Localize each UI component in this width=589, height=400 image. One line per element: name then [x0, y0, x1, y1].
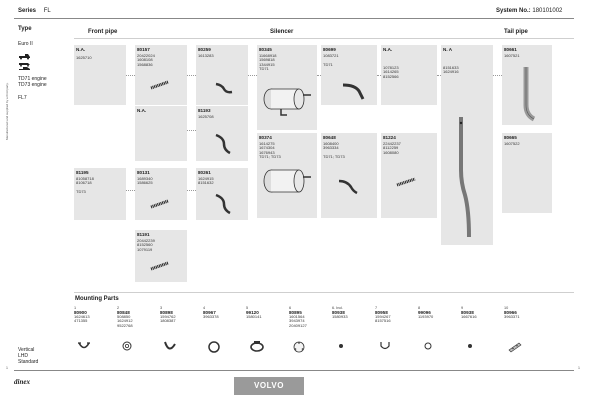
column-header-rule [74, 38, 574, 39]
mounting-item[interactable]: 6 80895 1601564 3943974 20409127 [289, 306, 329, 364]
cell-na-front[interactable]: N.A. 1625710 [74, 45, 126, 105]
right-mark: 1 [578, 366, 580, 370]
mounting-item[interactable]: 4 80967 3963378 [203, 306, 243, 364]
connector [187, 130, 196, 131]
cell-81195[interactable]: 81195 81058718 8106718 TD73 [74, 168, 126, 220]
clamp-icon [77, 340, 91, 352]
cell-na-silencer[interactable]: N.A. 1078123 1614265 8152566 [381, 45, 437, 105]
series-value: FL [43, 8, 51, 14]
cell-80259[interactable]: 80259 1613283 [196, 45, 248, 105]
model: FL7 [18, 95, 27, 101]
dinex-logo: dinex [14, 378, 30, 386]
bent-pipe-icon [214, 81, 234, 95]
mounting-item[interactable]: 8 99096 1193970 [418, 306, 458, 364]
elbow-pipe-icon [337, 177, 363, 195]
vertical-note: Manufactured and supplied by a third party. [5, 82, 9, 140]
config-notes: Vertical LHD Standard [18, 347, 39, 365]
cell-81193[interactable]: 81193 1625708 [196, 106, 248, 161]
type-label: Type [18, 26, 32, 32]
connector [493, 75, 502, 76]
system-number: System No.: 180101002 [496, 8, 563, 14]
mounting-item[interactable]: 9 80938 1667616 [461, 306, 501, 364]
hose-clamp-icon [249, 340, 265, 352]
cell-na-row2[interactable]: N.A. [135, 106, 187, 161]
header-rule [14, 18, 574, 19]
connector [126, 75, 135, 76]
mounting-item[interactable]: 10 80966 3963371 [504, 306, 544, 364]
cell-na-tail[interactable]: N. A 8151633 1624916 [441, 45, 493, 245]
connector [187, 75, 196, 76]
truck-icons [18, 52, 32, 77]
bracket-icon [507, 340, 523, 354]
cell-80699[interactable]: 80699 1083721 TD71 [321, 45, 377, 105]
cell-80665[interactable]: 80665 1607522 [502, 133, 552, 213]
series-label: Series FL [18, 8, 51, 14]
mounting-item[interactable]: 2 80848 508850 1624912 9522768 [117, 306, 157, 364]
footer-rule [14, 370, 574, 371]
volvo-brand-bar: VOLVO [234, 377, 304, 395]
washer-icon [421, 340, 435, 352]
tail-pipe-header: Tail pipe [504, 29, 528, 35]
cell-80661[interactable]: 80661 1607521 [502, 45, 552, 125]
silencer-header: Silencer [270, 29, 294, 35]
flange-icon [292, 340, 306, 354]
cell-81224[interactable]: 81224 22442237 8112259 1608080 [381, 133, 437, 218]
elbow-pipe-icon [341, 81, 367, 101]
cell-80131[interactable]: 80131 1689340 1586625 [135, 168, 187, 220]
mounting-item[interactable]: 1 80900 1624613 471355 [74, 306, 114, 364]
long-pipe-icon [453, 115, 481, 240]
mounting-title: Mounting Parts [75, 296, 119, 302]
connector [126, 190, 135, 191]
mounting-item[interactable]: 5 99120 1580141 [246, 306, 286, 364]
connector [248, 75, 257, 76]
mounting-item[interactable]: 3 80898 1594762 1808387 [160, 306, 200, 364]
euro-class: Euro II [18, 41, 33, 47]
flex-pipe-icon [149, 260, 171, 272]
mounting-item[interactable]: 6. Incl. 80938 1580933 [332, 306, 372, 364]
cell-80261[interactable]: 80261 1624915 8151632 [196, 168, 248, 220]
flex-pipe-icon [149, 79, 171, 91]
nut-icon [464, 340, 476, 352]
cell-81191[interactable]: 81191 20442239 8152560 1079119 [135, 230, 187, 282]
cell-80374[interactable]: 80374 1614275 1674304 1676943 TD71; TD73 [257, 133, 317, 218]
mounting-item[interactable]: 7 80958 1594267 8157516 [375, 306, 415, 364]
silencer-icon [261, 85, 313, 119]
bent-pipe-icon [212, 132, 234, 156]
bent-pipe-icon [212, 192, 234, 216]
cell-80157[interactable]: 80157 20422024 1608108 1568836 [135, 45, 187, 105]
connector [187, 190, 196, 191]
engine-types: TD71 engine TD73 engine [18, 76, 47, 88]
tail-pipe-icon [518, 65, 538, 123]
flex-pipe-icon [149, 198, 171, 210]
page-number: 1 [6, 366, 8, 370]
nut-icon [335, 340, 347, 352]
strap-icon [163, 340, 177, 352]
gasket-icon [120, 340, 134, 352]
cell-80648[interactable]: 80648 1608400 3963334 TD71; TD73 [321, 133, 377, 218]
u-bolt-icon [378, 340, 392, 352]
ring-clamp-icon [206, 340, 222, 354]
front-pipe-header: Front pipe [88, 29, 118, 35]
system-number-value: 180101002 [532, 8, 563, 14]
silencer-icon [261, 165, 313, 199]
flex-pipe-icon [395, 175, 419, 189]
cell-80345[interactable]: 80345 11668918 1569818 1344915 TD71 [257, 45, 317, 130]
mounting-rule [74, 292, 574, 293]
